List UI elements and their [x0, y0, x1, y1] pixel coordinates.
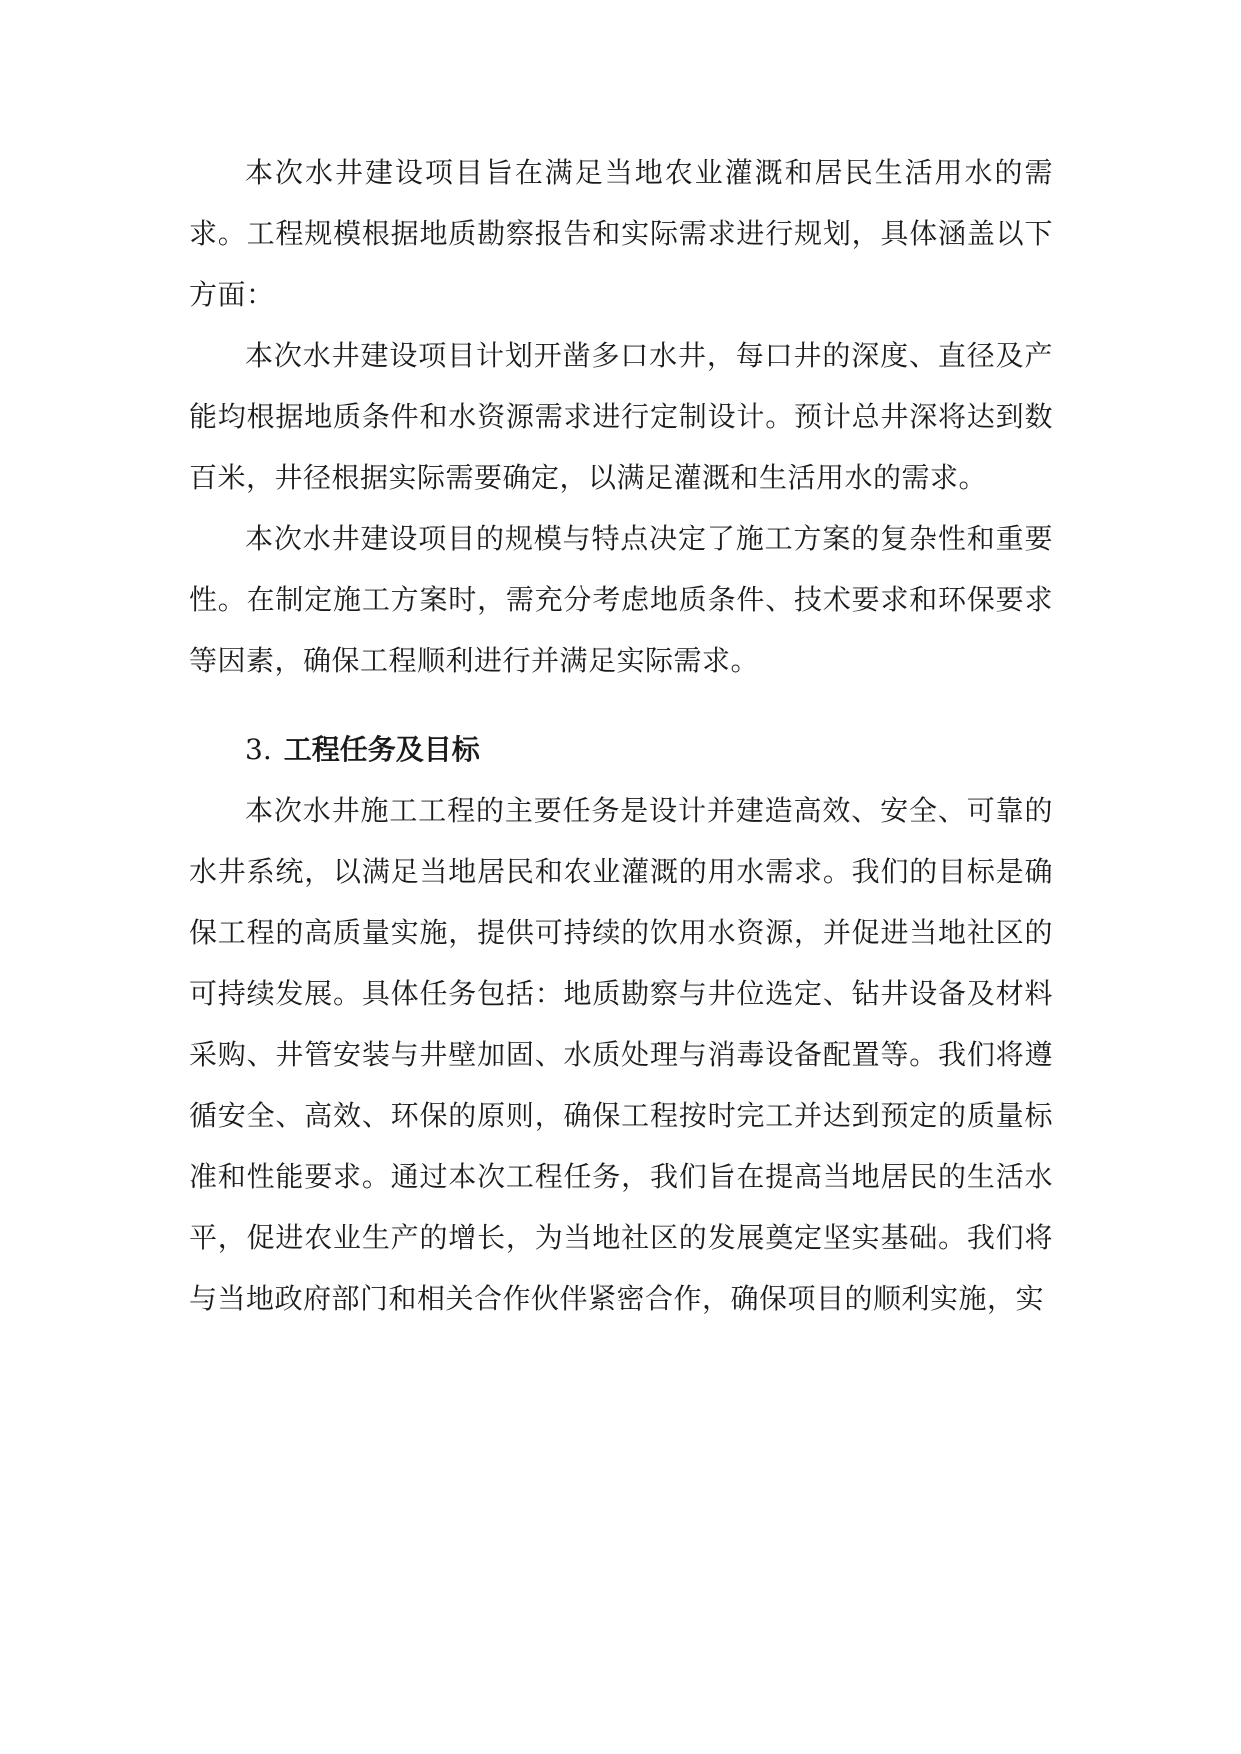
paragraph-intro-scope: 本次水井建设项目旨在满足当地农业灌溉和居民生活用水的需求。工程规模根据地质勘察报告和实际需求进行规划，具体涵盖以下方面：	[189, 156, 1053, 311]
section-heading	[189, 719, 1053, 780]
paragraph-well-design: 本次水井建设项目计划开凿多口水井，每口井的深度、直径及产能均根据地质条件和水资源需求进行定制设计。预计总井深将达到数百米，井径根据实际需要确定，以满足灌溉和生活用水的需求。	[189, 339, 1053, 494]
paragraph-construction-plan: 本次水井建设项目的规模与特点决定了施工方案的复杂性和重要性。在制定施工方案时，需充分考虑地质条件、技术要求和环保要求等因素，确保工程顺利进行并满足实际需求。	[189, 522, 1053, 677]
section-title: 工程任务及目标	[283, 733, 480, 766]
paragraph-tasks-goals: 本次水井施工工程的主要任务是设计并建造高效、安全、可靠的水井系统，以满足当地居民和农业灌溉的用水需求。我们的目标是确保工程的高质量实施，提供可持续的饮用水资源，并促进当地社区的可持续发展。具体任务包括：地质勘察与井位选定、钻井设备及材料采购、井管安装与井壁加固、水质处理与消毒设备配置等。我们将遵循安全、高效、环保的原则，确保工程按时完工并达到预定的质量标准和性能要求。通过本次工程任务，我们旨在提高当地居民的生活水平，促进农业生产的增长，为当地社区的发展奠定坚实基础。我们将与当地政府部门和相关合作伙伴紧密合作，确保项目的顺利实施，实	[189, 794, 1053, 1315]
section-number: 3.	[245, 733, 272, 766]
document-page	[189, 142, 1053, 1329]
